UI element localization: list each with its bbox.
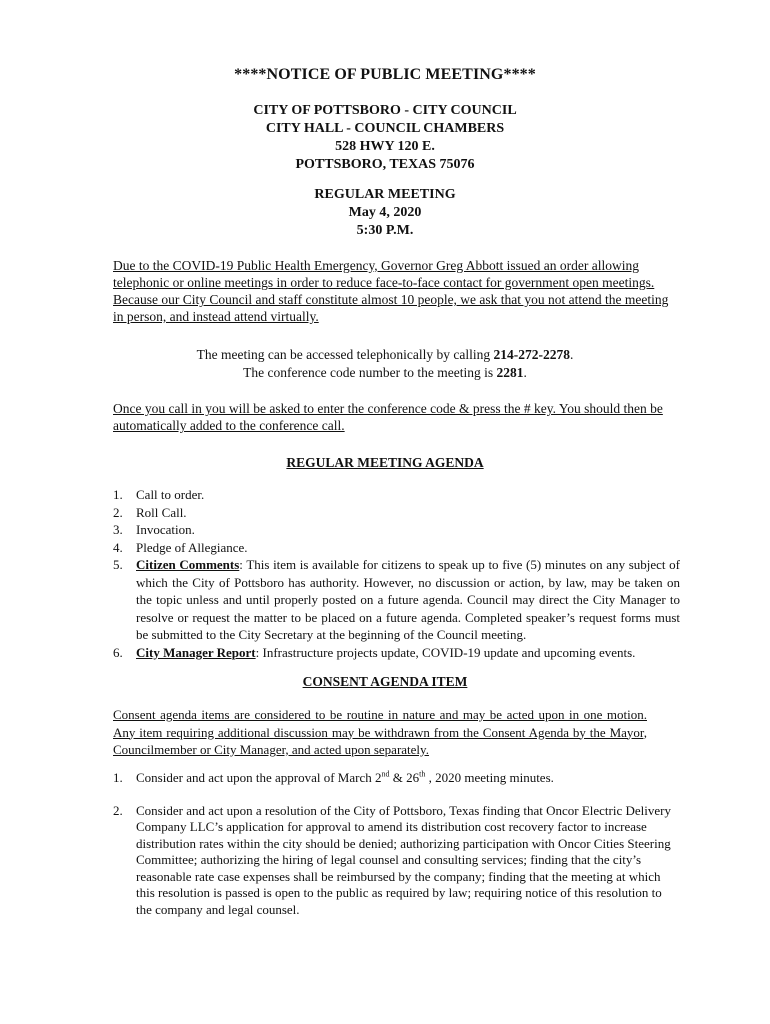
consent-item-text-a: Consider and act upon the approval of March 2 bbox=[136, 770, 382, 785]
agenda-item-label: City Manager Report bbox=[136, 644, 256, 660]
agenda-item-number: 1. bbox=[113, 487, 123, 502]
phone-suffix: . bbox=[570, 347, 574, 362]
agenda-item-number: 2. bbox=[113, 504, 123, 520]
call-instructions: Once you call in you will be asked to enter the conference code & press the # key. You should then be automatically added to the conference call. bbox=[113, 401, 663, 433]
consent-item-text-c: , 2020 meeting minutes. bbox=[425, 770, 554, 785]
agenda-item bbox=[113, 486, 680, 504]
agenda-item-number: 3. bbox=[113, 522, 123, 537]
consent-item-number: 1. bbox=[113, 770, 123, 785]
consent-agenda-heading: CONSENT AGENDA ITEM bbox=[302, 674, 468, 689]
agenda-item-citizen-comments bbox=[113, 556, 680, 644]
header-address: 528 HWY 120 E. bbox=[335, 139, 435, 154]
consent-item bbox=[113, 770, 680, 787]
consent-agenda-intro: Consent agenda items are considered to be routine in nature and may be acted upon in one motion. Any item requiring additional discussion may be withdrawn from the Consent Agenda by the Mayor, Councilmember or City Manager, and acted upon separately. bbox=[113, 707, 647, 757]
agenda-item-text: Call to order. bbox=[136, 487, 205, 502]
consent-item-text: Consider and act upon a resolution of the City of Pottsboro, Texas finding that Oncor Electric Delivery Company LLC’s application for approval to amend its distribution cost recovery factor to increase distribution rates within the city should be denied; authorizing participation with Oncor Cities Steering Committee; authorizing the hiring of legal counsel and consulting services; finding that the city’s reasonable rate case expenses shall be reimbursed by the company; finding that the meeting at which this resolution is passed is open to the public as required by law; requiring notice of this resolution to the company and legal counsel. bbox=[136, 802, 671, 917]
conference-code-line bbox=[0, 364, 770, 382]
agenda-item-number: 6. bbox=[113, 644, 123, 660]
agenda-item bbox=[113, 504, 680, 522]
agenda-item-city-manager-report bbox=[113, 644, 680, 662]
consent-agenda-list bbox=[113, 770, 680, 934]
agenda-item-number: 4. bbox=[113, 539, 123, 555]
agenda-item-text: : Infrastructure projects update, COVID-19 update and upcoming events. bbox=[255, 644, 636, 660]
consent-item-sup-a: nd bbox=[381, 769, 390, 779]
agenda-item bbox=[113, 539, 680, 557]
agenda-item-text: : This item is available for citizens to speak up to five (5) minutes on any subject of which the City of Pottsboro has authority. However, no discussion or action, by law, may be taken on the topic unless and until properly posted on a future agenda. Council may direct the City Manager to resolve or request the matter to be placed on a future agenda. Completed speaker’s request forms must be submitted to the City Secretary at the beginning of the Council meeting. bbox=[136, 557, 680, 642]
covid-notice: Due to the COVID-19 Public Health Emergency, Governor Greg Abbott issued an order allowing telephonic or online meetings in order to reduce face-to-face contact for government open meetings. Because our City Council and staff constitute almost 10 people, we ask that you not attend the meeting in person, and instead attend virtually. bbox=[113, 258, 669, 324]
phone-number: 214-272-2278 bbox=[493, 347, 570, 362]
agenda-item-text: Invocation. bbox=[136, 522, 195, 537]
agenda-item-text: Pledge of Allegiance. bbox=[136, 539, 248, 555]
meeting-time: 5:30 P.M. bbox=[356, 223, 414, 238]
agenda-item-number: 5. bbox=[113, 557, 123, 572]
meeting-details bbox=[0, 186, 770, 240]
agenda-item-label: Citizen Comments bbox=[136, 557, 240, 572]
agenda-heading: REGULAR MEETING AGENDA bbox=[286, 455, 484, 470]
phone-access-info bbox=[0, 346, 770, 382]
header-city-hall: CITY HALL - COUNCIL CHAMBERS bbox=[265, 121, 505, 136]
consent-item bbox=[113, 803, 680, 919]
phone-prefix: The meeting can be accessed telephonically by calling bbox=[196, 347, 494, 362]
agenda-item bbox=[113, 521, 680, 539]
agenda-list bbox=[113, 486, 680, 661]
consent-item-text-b: & 26 bbox=[389, 770, 420, 785]
meeting-location-header bbox=[0, 102, 770, 174]
header-city-council: CITY OF POTTSBORO - CITY COUNCIL bbox=[253, 103, 517, 118]
code-prefix: The conference code number to the meeting is bbox=[243, 365, 497, 380]
meeting-type: REGULAR MEETING bbox=[314, 187, 456, 202]
header-city-state-zip: POTTSBORO, TEXAS 75076 bbox=[295, 157, 475, 172]
agenda-item-text: Roll Call. bbox=[136, 504, 187, 520]
notice-title: ****NOTICE OF PUBLIC MEETING**** bbox=[234, 66, 536, 83]
consent-item-number: 2. bbox=[113, 802, 123, 818]
code-suffix: . bbox=[523, 365, 527, 380]
conference-code: 2281 bbox=[496, 365, 524, 380]
phone-line bbox=[0, 346, 770, 364]
consent-item-sup-b: th bbox=[419, 769, 426, 779]
meeting-date: May 4, 2020 bbox=[348, 205, 422, 220]
